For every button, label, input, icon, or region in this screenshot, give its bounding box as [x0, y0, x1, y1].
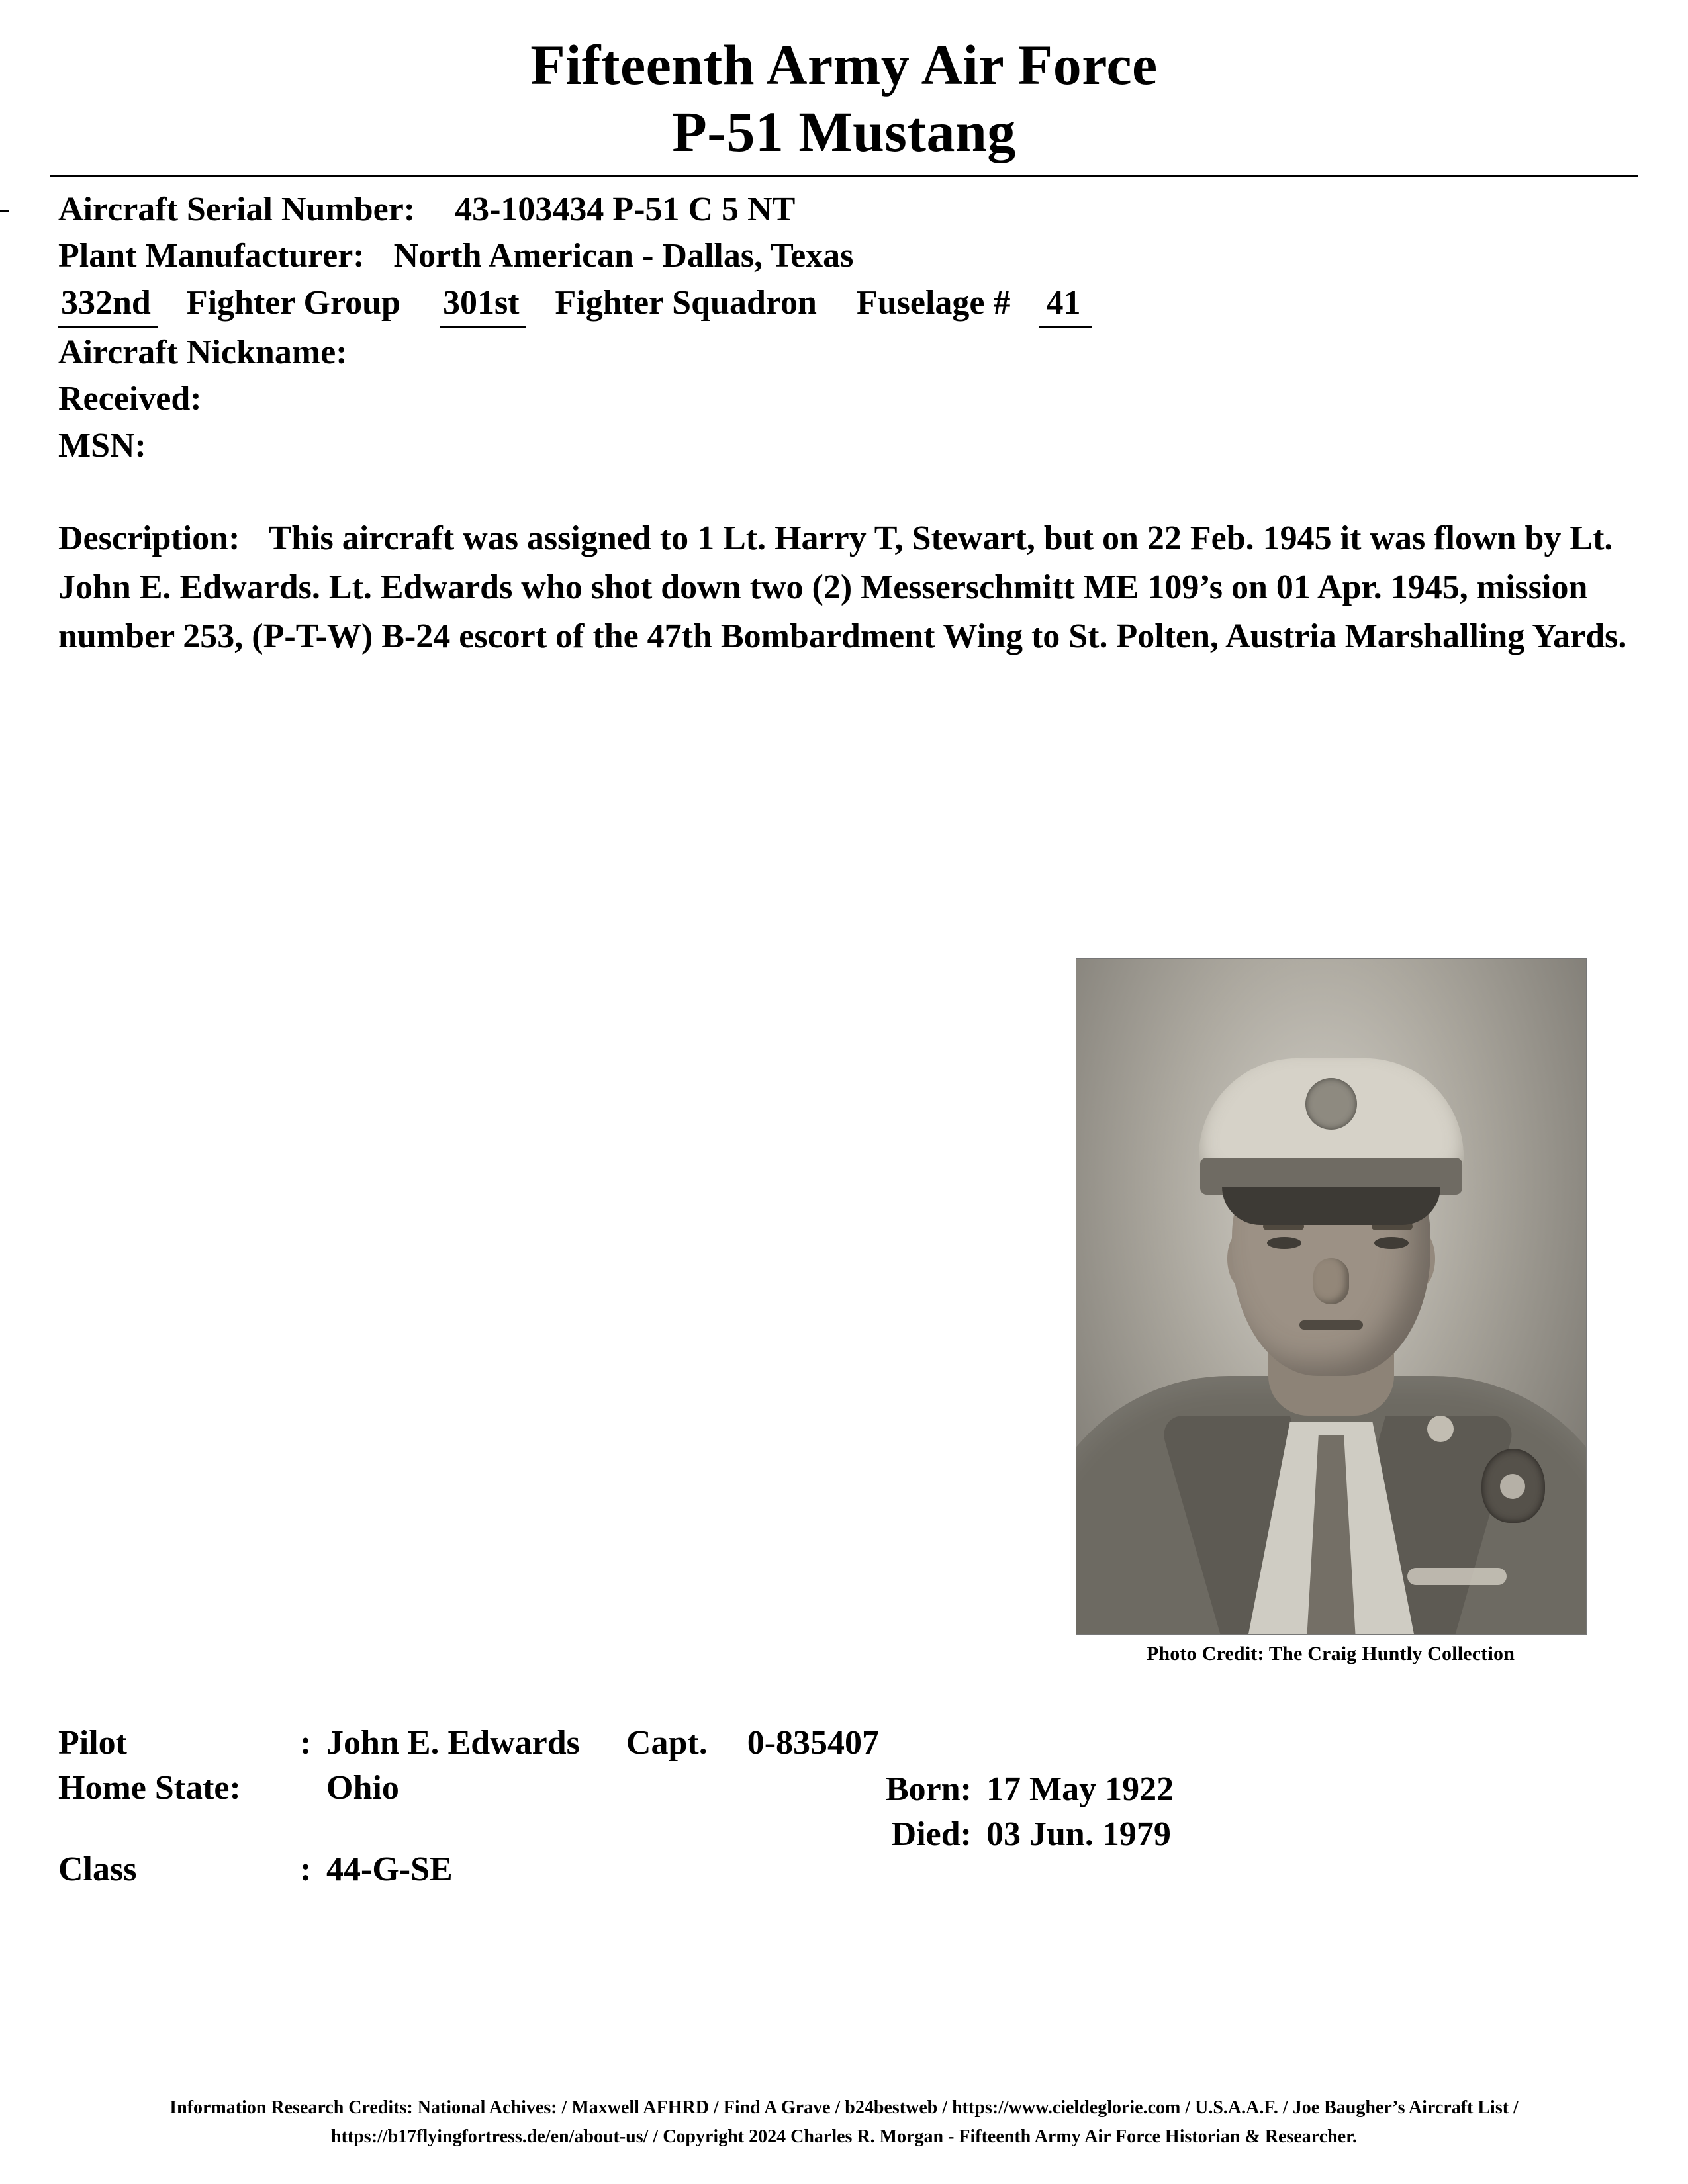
- pilot-rank-value: Capt.: [626, 1724, 708, 1762]
- footer-credits: [0, 2093, 1688, 2151]
- title-divider: [50, 175, 1638, 177]
- fighter-squadron-value: 301st: [440, 281, 526, 328]
- spec-msn: [58, 424, 1688, 469]
- document-title: [0, 0, 1688, 166]
- home-state-label: Home State:: [58, 1768, 241, 1807]
- fuselage-number-label: Fuselage #: [856, 284, 1011, 322]
- photo-credit: Photo Credit: The Craig Huntly Collection: [1146, 1643, 1515, 1664]
- description-block: [58, 514, 1630, 660]
- class-value: 44-G-SE: [326, 1850, 453, 1889]
- pilot-colon: :: [300, 1724, 312, 1762]
- portrait-eye-left: [1267, 1237, 1301, 1249]
- fighter-group-label: Fighter Group: [186, 284, 400, 322]
- born-row: [826, 1767, 1174, 1812]
- received-label: Received:: [58, 380, 202, 418]
- cap-visor: [1222, 1187, 1440, 1225]
- manufacturer-label: Plant Manufacturer:: [58, 237, 365, 275]
- manufacturer-value: North American - Dallas, Texas: [393, 237, 854, 275]
- died-row: [826, 1812, 1174, 1857]
- pilot-rank-group: [626, 1721, 879, 1766]
- pilot-photo-block: [1076, 958, 1585, 1665]
- died-value: 03 Jun. 1979: [986, 1815, 1171, 1853]
- born-value: 17 May 1922: [986, 1770, 1174, 1808]
- fuselage-number-value: 41: [1039, 281, 1092, 328]
- fighter-squadron-label: Fighter Squadron: [555, 284, 817, 322]
- serial-number-value: 43-103434 P-51 C 5 NT: [455, 190, 796, 228]
- nickname-label: Aircraft Nickname:: [58, 333, 348, 371]
- spec-nickname: [58, 331, 1688, 375]
- portrait-eye-right: [1374, 1237, 1409, 1249]
- portrait-mouth: [1299, 1320, 1363, 1330]
- pilot-wings-icon: [1407, 1568, 1507, 1585]
- spec-received: [58, 377, 1688, 422]
- cap-insignia-icon: [1305, 1078, 1357, 1130]
- aircraft-specs: [58, 188, 1688, 468]
- title-line-2: P-51 Mustang: [672, 100, 1016, 164]
- spec-group-squadron-fuselage: [58, 281, 1688, 328]
- title-line-1: Fifteenth Army Air Force: [530, 33, 1158, 97]
- pilot-name-row: [58, 1721, 1627, 1766]
- pilot-name-value: John E. Edwards: [326, 1724, 580, 1762]
- fighter-group-value: 332nd: [58, 281, 158, 328]
- collar-insignia-icon: [1427, 1416, 1454, 1442]
- description-label: Description:: [58, 520, 240, 558]
- pilot-portrait-photo: [1076, 958, 1587, 1635]
- pilot-label: Pilot: [58, 1724, 127, 1762]
- footer-line-2: https://b17flyingfortress.de/en/about-us/ / Copyright 2024 Charles R. Morgan - Fifteenth Army Air Force Historian & Researcher.: [331, 2126, 1357, 2147]
- serial-number-label: Aircraft Serial Number:: [58, 190, 416, 228]
- footer-line-1: Information Research Credits: National Achives: / Maxwell AFHRD / Find A Grave / b24bestweb / https://www.cieldeglorie.com / U.S.A.A.F. / Joe Baugher’s Aircraft List /: [169, 2097, 1519, 2118]
- pilot-info-block: [58, 1721, 1627, 1892]
- spec-serial-number: [58, 188, 1688, 232]
- description-text: This aircraft was assigned to 1 Lt. Harry T, Stewart, but on 22 Feb. 1945 it was flown by Lt. John E. Edwards. Lt. Edwards who shot down two (2) Messerschmitt ME 109’s on 01 Apr. 1945, mission number 253, (P-T-W) B-24 escort of the 47th Bombardment Wing to St. Polten, Austria Marshalling Yards.: [58, 520, 1627, 655]
- born-label: Born:: [886, 1770, 972, 1808]
- spec-manufacturer: [58, 234, 1688, 279]
- class-label: Class: [58, 1850, 137, 1889]
- page-edge-mark: [0, 210, 9, 212]
- shoulder-patch-emblem-icon: [1500, 1474, 1525, 1499]
- birth-death-block: [826, 1767, 1174, 1856]
- home-state-value: Ohio: [326, 1768, 399, 1807]
- msn-label: MSN:: [58, 426, 146, 465]
- class-colon: :: [300, 1850, 312, 1889]
- died-label: Died:: [891, 1815, 972, 1853]
- portrait-nose: [1313, 1258, 1349, 1304]
- pilot-serial-value: 0-835407: [747, 1724, 880, 1762]
